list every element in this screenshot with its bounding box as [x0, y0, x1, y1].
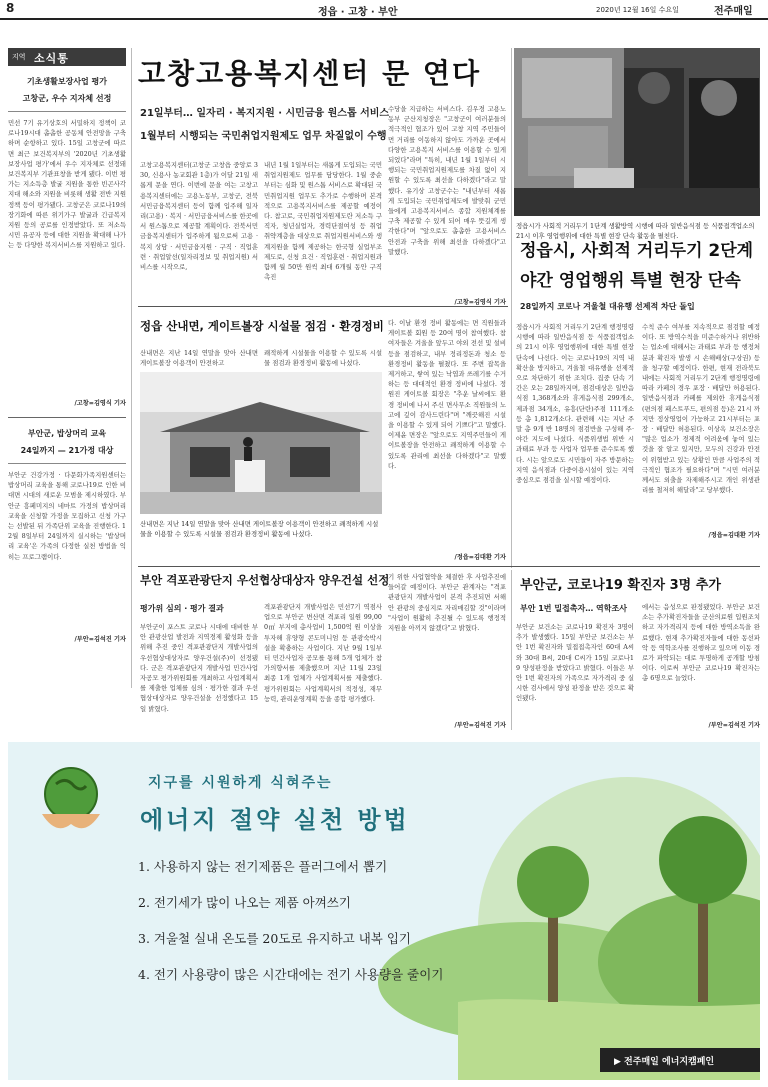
paper-name: 전주매일 [714, 6, 753, 17]
story5-byline: /부안=김석진 기자 [708, 722, 760, 729]
earth-icon [36, 764, 106, 838]
brief-1-headline-2: 고창군, 우수 지자체 선정 [22, 94, 112, 103]
story1-col-3: 수당을 지급하는 서비스다. 김우경 고용노동부 군산지청장은 "고창군이 여러분들의 적극적인 협조가 있어 고창 지역 주민들이 먼 거리를 이동하지 않아도 가까운 곳에서 다양한 고용복지 서비스를 이용할 수 있게 되었다"라며 "특히, 내년 1월 1일부터 시행되는 국민취업지원제도를 차질 없이 지원할 수 있도록 최선을 다하겠다"라고 말했다. 유기상 고창군수는 "내년부터 새롭게 도입되는 국민취업제도에 발맞춰 군민들에게 고용복지서비스 종합 지원체계를 구축 제공할 수 있게 되어 매우 뜻깊게 생각한다"며 "앞으로도 촘촘한 고용서비스 안전과 구축을 위해 최선을 다하겠다"고 말했다. [388, 105, 506, 256]
masthead [0, 0, 768, 18]
sidebar [8, 48, 126, 688]
brief-1-headline-1: 기초생활보장사업 평가 [26, 77, 108, 86]
brief-1-body: 민선 7기 유기상호의 서밀하지 정책이 코로나19시대 촘촘한 공동체 안전망을 구축하며 순항하고 있다. 15일 고창군에 따르면 최근 보건복지부의 '2020년 기초생활보장사업 평가'에서 우수 지자체로 선정돼 보건복지부 기관표창을 받게 됐다. 이번 평가는 지소득층 발굴 지원을 통한 빈곤사각지대 해소와 지원을 비롯해 생활 전반 지원 정책 등이 평가됐다. 고창군은 코로나19의 장기화에 따른 위기가구 발굴과 긴급복지 지원 등의 공로를 인정받았다. 또 저소득 시민 유공자 등에 대한 지원을 확대해 나가는 등 다양한 복지서비스를 지원하고 있다. [8, 119, 126, 250]
ad-item: 1. 사용하지 않는 전기제품은 플러그에서 뽑기 [138, 859, 388, 874]
crowd-inspection-image [514, 48, 760, 216]
brief-2-headline-2: 24일까지 — 21가정 대상 [20, 446, 114, 455]
story5-headline: 부안군, 코로나19 확진자 3명 추가 [520, 578, 721, 593]
story1-deck-1: 21일부터… 일자리 · 복지지원 · 시민금융 원스톱 서비스 [140, 108, 390, 119]
story1-byline: /고창=김영식 기자 [454, 299, 506, 306]
story4-byline: /부안=김석진 기자 [454, 722, 506, 729]
story1-col-1: 고창고용복지센터(고창군 고창읍 중앙로 330, 신용사 농교회관 1층)가 이달 21일 새롭게 문을 연다. 이번에 문을 여는 고창고용복지센터에는 고용노동부, 고창군, 전북서민금융복지센터 등이 함께 입주해 일자리(고용) · 복지 · 서민금융서비스를 한곳에서 원스톱으로 제공할 계획이다. 전북서민금융복지센터가 입주하게 됨으로써 고용 · 복지 상담 · 서민금융지원 · 구직 · 직업훈련 · 취업알선(일자리정보 및 취업지원) 서비스를 시작으로, [140, 161, 258, 272]
story3-headline: 정읍 산내면, 게이트볼장 시설물 점검 · 환경정비 [140, 319, 384, 333]
story2-byline: /정읍=김대환 기자 [708, 532, 760, 539]
story5-deck: 부안 1번 밀접촉자… 역학조사 [520, 604, 627, 613]
story3-col-3: 다. 이날 환경 정비 활동에는 면 직원들과 게이트볼 회원 등 20여 명이 참여했다. 참여자들은 겨울을 앞두고 야외 전선 및 설비 등을 점검하고, 내부 정리정돈과 청소 등 환경정비 활동을 펼쳤다. 또 주변 잡목을 제거하고, 쌓여 있는 낙엽과 쓰레기를 수거하는 등 대대적인 환경 정비에 나섰다. 정원진 게이트볼 회장은 "추운 날씨에도 환경 정비에 나서 주신 면사무소 직원들의 노고에 깊이 감사드린다"며 "깨끗해진 시설을 이용할 수 있게 되어 기쁘다"고 말했다. 이제윤 면장은 "앞으로도 지역주민들이 게이트볼장을 안전하고 쾌적하게 이용할 수 있도록 관리에 최선을 다하겠다"고 말했다. [388, 319, 506, 470]
ad-footer-bar [600, 1048, 760, 1072]
story1-headline: 고창고용복지센터 문 연다 [138, 57, 482, 90]
story5-col-1: 부안군 보건소는 코로나19 확진자 3명이 추가 발생했다. 15일 부안군 보건소는 부안 1번 확진자와 밀접접촉자인 60대 A씨와 30대 B씨, 20대 C씨가 15일 코로나19 양성판정을 받았다고 밝혔다. 이들은 부안 1번 확진자의 가족으로 자가격리 중 실시한 검사에서 양성 판정을 받은 것으로 확인됐다. [516, 623, 634, 703]
issue-date: 2020년 12월 16일 수요일 [596, 6, 679, 14]
page-number: 8 [6, 1, 15, 15]
ad-items [138, 857, 498, 1001]
story2-headline-1: 정읍시, 사회적 거리두기 2단계 [520, 241, 754, 261]
story1-col-2: 내년 1월 1일부터는 새롭게 도입되는 국민취업지원제도 업무를 담당한다. 1월 중순부터는 심화 및 원스톱 서비스로 확대된 국민취업지원 업무도 추가로 수행하며 본격적으로 고용복지서비스를 제공할 예정이다. 참고로, 국민취업지원제도란 저소득 구직자, 청년실업자, 경력단절여성 등 취업 취약계층을 대상으로 취업지원서비스와 생계지원을 함께 제공하는 한국형 실업부조 제도로, 신청 요건 · 직업훈련 · 취업지원과 함께 월 50만 원씩 최대 6개월 동안 구직촉진 [264, 161, 382, 282]
story4-col-2: 격포관광단지 개발사업은 민선7기 역점사업으로 부안군 변산면 격포리 일원 99,000㎡ 부지에 총사업비 1,500억 원 이상을 투자해 휴양형 콘도미니엄 등 관광숙박시설을 확충하는 사업이다. 지난 9월 1일부터 민간사업자 공모를 통해 5개 업체가 참가의향서를 제출했으며 지난 11월 23일 최종 1개 업체가 사업계획서를 제출했다. 평가위원회는 사업계획서의 적정성, 재무능력, 관리운영계획 등을 종합 평가했다. [264, 603, 382, 703]
story2-photo-caption: 정읍시가 사회적 거리두기 1단계 생활방역 시행에 따라 일반음식점 등 식품접객업소의 21시 이후 영업행위에 대한 특별 현장 단속 활동을 펼친다. [516, 222, 755, 240]
section-title: 정읍 · 고창 · 부안 [318, 7, 398, 18]
story3-byline: /정읍=김대환 기자 [454, 554, 506, 561]
brief-1 [8, 76, 126, 407]
story1-rule [138, 306, 508, 307]
sidebar-title: 소식통 [34, 52, 69, 65]
gateball-building-image [140, 372, 382, 514]
story5-col-2: 에서는 음성으로 판정됐었다. 부안군 보건소는 추가확진자들을 군산의료원 입원조치 하고 자가격리지 등에 대한 방역소독을 완료했다. 현재 추가확진자들에 대한 동선파악 등 역학조사를 진행하고 있으며 이동 경로가 파악되는 대로 투명하게 공개할 방침이다. 이로써 부안군 코로나19 확진자는 총 6명으로 늘었다. [642, 603, 760, 683]
right-column-divider [511, 48, 512, 568]
story2-headline-2: 야간 영업행위 특별 현장 단속 [520, 271, 741, 291]
ad-title-1: 지구를 시원하게 식혀주는 [148, 775, 333, 791]
ad-footer-label: ▶ 전주매일 에너지캠페인 [614, 1057, 715, 1067]
sidebar-divider [131, 48, 132, 688]
story2-col-2: 수칙 준수 여부를 지속적으로 점검할 예정이다. 또 방역수칙을 미준수하거나 위반하는 업소에 대해서는 과태료 부과 등 행정처분과 확진자 발생 시 손해배상(구상권) 등을 청구할 예정이다. 한편, 현재 전라북도 내에는 사회적 거리두기 2단계 행정명령에 따라 카페의 경우 포장 · 배달만 허용된다. 일반음식점과 카페를 제외한 휴게음식점(편의점 패스트푸드, 편의점 등)은 21시 까지만 정상영업이 가능하고 21시부터는 포장 · 배달만 허용된다. 이상옥 보건소장은 "많은 업소가 경제적 어려움에 놓여 있는 것을 잘 알고 있지만, 모두의 건강과 안전이 위협받고 있는 상황인 만큼 사업주의 적극적인 협조가 필요하다"며 "시민 여러분께서도 외출을 자제해주시고 개인 위생관리를 철저히 해달라"고 당부했다. [642, 323, 760, 495]
brief-2-body: 부안군 건강가정 · 다문화가족지원센터는 밥상머리 교육을 통해 코로나19로 인한 비대면 시대의 새로운 모범을 제시하였다. 부안군 흥페미지의 네마트 가정의 밥상머리 교육을 신청할 가정을 모집하고 신청 가구는 선발된 뒤 가족단위 교육을 진행한다. 12월 8일부터 24일까지 실시하는 '밥상머리 교육'은 가족의 다정한 실천 방법을 익히는 프로그램이다. [8, 471, 126, 561]
brief-2-headline-1: 부안군, 밥상머리 교육 [27, 429, 107, 438]
mid-rule [138, 566, 760, 567]
sidebar-header [8, 48, 126, 66]
story3-photo [140, 372, 382, 514]
ad-item: 3. 겨울철 실내 온도를 20도로 유지하고 내복 입기 [138, 931, 411, 946]
story4-col-1: 부안군이 포스트 코로나 시대에 대비한 부안 관광산업 발전과 지역경제 활성화 등을 위해 추진 중인 격포관광단지 개발사업의 우선협상대상자로 양우건설(주)이 선정됐다. 군은 격포관광단지 개발사업 민간사업자공모 평가위원회를 개최하고 사업계획서를 제출한 업체를 심의 · 평가한 결과 우선협상대상자로 양우건설을 선정했다고 15일 밝혔다. [140, 623, 258, 713]
ad-item: 4. 전기 사용량이 많은 시간대에는 전기 사용량을 줄이기 [138, 967, 444, 982]
story3-photo-caption: 산내면은 지난 14일 연말을 맞아 산내면 게이트볼장 이용객이 안전하고 쾌적하게 시설물을 이용할 수 있도록 시설물 점검과 환경정비 활동에 나섰다. [140, 520, 379, 538]
ad-item: 2. 전기세가 많이 나오는 제품 아껴쓰기 [138, 895, 351, 910]
story2-deck: 28일까지 코로나 겨울철 대유행 선제적 차단 돌입 [520, 302, 695, 311]
story2-photo [514, 48, 760, 216]
ad-title-2: 에너지 절약 실천 방법 [140, 806, 410, 834]
brief-2 [8, 428, 126, 643]
sidebar-region-label: 지역 [12, 53, 26, 61]
story2-col-1: 정읍시가 사회적 거리두기 2단계 행정명령 시행에 따라 일반음식점 등 식품접객업소의 21시 이후 영업행위에 대한 특별 현장 단속에 나선다. 이는 코로나19의 지역 내 확산을 방지하고, 겨울철 대유행을 선제적으로 차단하기 위한 조치다. 집중 단속 기간은 오는 28일까지며, 점검대상은 일반음식점 1,368개소와 휴게음식점 299개소, 제과점 34개소, 유흥(단란)주점 111개소 등 총 1,812개소다. 관련해 시는 지난 주말 총 9개 반 18명의 점검반을 구성해 주·야간 지도에 나섰다. 식품위생법 위반 시 과태료 부과 등 사업자 업무를 준수토록 했다. 시는 앞으로도 시민들이 자주 방문하는 지역 음식점과 다중이용시설이 있는 지역 중심으로 점검을 실시할 예정이다. [516, 323, 634, 485]
energy-campaign-ad [8, 742, 760, 1080]
earth-hands-logo [36, 764, 106, 838]
story1-deck-2: 1월부터 시행되는 국민취업지원제도 업무 차질없이 수행 [140, 131, 387, 142]
story4-col-3: 기 위한 사업협약을 체결한 후 사업추진에 들어갈 예정이다. 부안군 관계자는 "격포관광단지 개발사업이 본격 추진되면 서해안 관광의 중심지로 자리매김할 것"이라며 "사업이 원활히 추진될 수 있도록 행정적 지원을 아끼지 않겠다"고 밝혔다. [388, 573, 506, 633]
story3-col-1: 산내면은 지난 14일 연말을 맞아 산내면 게이트볼장 이용객이 안전하고 [140, 349, 258, 368]
lower-column-divider [511, 570, 512, 730]
story4-deck: 평가위 심의 · 평가 결과 [140, 604, 224, 613]
story4-headline: 부안 격포관광단지 우선협상대상자 양우건설 선정 [140, 573, 390, 587]
masthead-rule [0, 18, 768, 20]
story3-col-2: 쾌적하게 시설물을 이용할 수 있도록 시설물 점검과 환경정비 활동에 나섰다. [264, 349, 382, 368]
brief-2-byline: /부안=김석진 기자 [74, 636, 126, 643]
brief-1-byline: /고창=김영식 기자 [74, 400, 126, 407]
